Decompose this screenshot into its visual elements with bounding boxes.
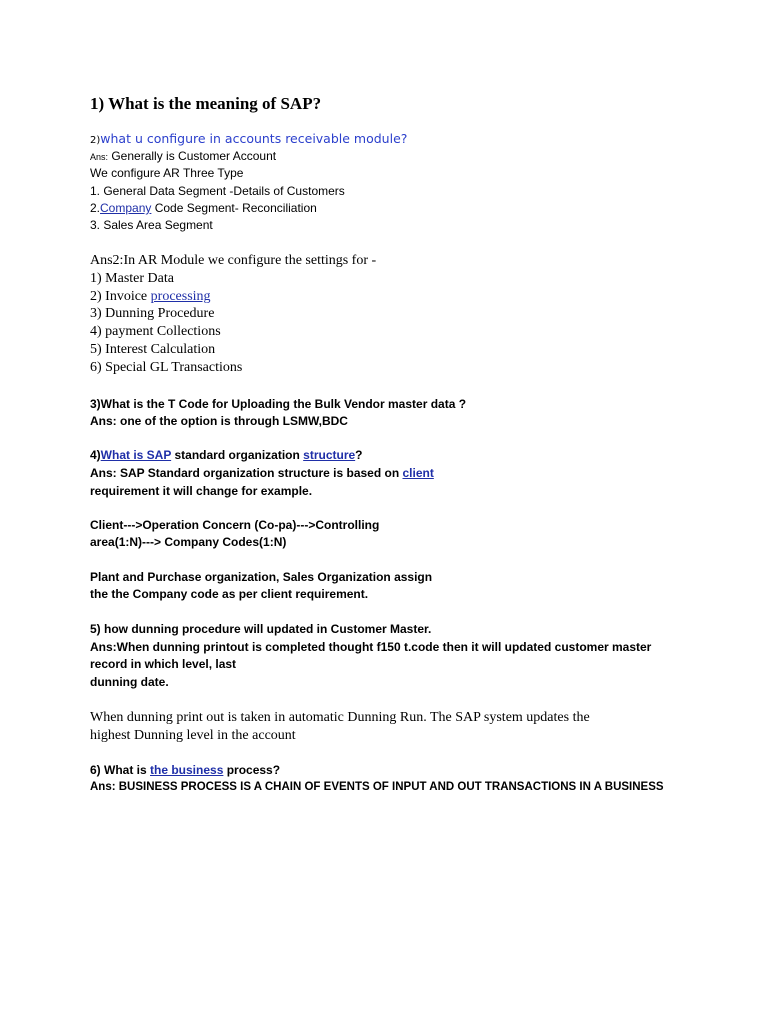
- ans2-item-6: 6) Special GL Transactions: [90, 360, 243, 375]
- ans-text: Generally is Customer Account: [108, 149, 277, 163]
- q6-question: [90, 763, 280, 777]
- ans2-item-2: [90, 289, 211, 305]
- q3-question: 3)What is the T Code for Uploading the Bulk Vendor master data ?: [90, 397, 467, 411]
- q4-example-line-2: area(1:N)---> Company Codes(1:N): [90, 535, 287, 549]
- processing-link[interactable]: processing: [150, 289, 211, 304]
- ans-line4-prefix: 2.: [90, 201, 101, 215]
- q4-example-line-1: Client--->Operation Concern (Co-pa)--->Controlling: [90, 518, 380, 532]
- q6-prefix: 6) What is: [90, 763, 151, 777]
- q4-plant-line-2: the the Company code as per client requirement.: [90, 587, 369, 601]
- what-is-sap-link[interactable]: What is SAP: [100, 448, 172, 462]
- q2-answer-line-1: [90, 149, 276, 163]
- q5-question: 5) how dunning procedure will updated in Customer Master.: [90, 622, 432, 636]
- q4-answer-line-1: [90, 466, 434, 480]
- ans2-intro: Ans2:In AR Module we configure the settings for -: [90, 253, 377, 268]
- q4-number: 4): [90, 448, 101, 462]
- q4-answer-line-2: requirement it will change for example.: [90, 484, 313, 498]
- q2-question-text: what u configure in accounts receivable module?: [100, 131, 408, 146]
- q3-answer: Ans: one of the option is through LSMW,BDC: [90, 414, 348, 428]
- ans2-item-4: 4) payment Collections: [90, 324, 221, 339]
- ans2-item-5: 5) Interest Calculation: [90, 342, 216, 357]
- q5-answer-line-1: Ans:When dunning printout is completed thought f150 t.code then it will updated customer master: [90, 640, 652, 654]
- structure-link[interactable]: structure: [303, 448, 356, 462]
- ans-line4-suffix: Code Segment- Reconciliation: [151, 201, 317, 215]
- q2-answer-line-4: [90, 201, 317, 215]
- ans2-item-1: 1) Master Data: [90, 271, 174, 286]
- q5-answer-line-2: record in which level, last: [90, 657, 237, 671]
- q4-plant-line-1: Plant and Purchase organization, Sales Organization assign: [90, 570, 433, 584]
- q5-paragraph-line-2: highest Dunning level in the account: [90, 728, 296, 743]
- q2-question: [90, 131, 407, 146]
- ans2-item-3: 3) Dunning Procedure: [90, 306, 215, 321]
- company-link[interactable]: Company: [100, 201, 152, 215]
- q5-paragraph-line-1: When dunning print out is taken in automatic Dunning Run. The SAP system updates the: [90, 710, 590, 725]
- q4-mid-text: standard organization: [171, 448, 304, 462]
- q2-answer-line-5: 3. Sales Area Segment: [90, 218, 213, 232]
- client-link[interactable]: client: [402, 466, 434, 480]
- q4-end: ?: [355, 448, 363, 462]
- q2-answer-line-2: We configure AR Three Type: [90, 166, 244, 180]
- ans-label: Ans:: [90, 152, 109, 162]
- q6-suffix: process?: [223, 763, 281, 777]
- q1-heading: 1) What is the meaning of SAP?: [90, 94, 322, 113]
- ans2-item-2-text: 2) Invoice: [90, 289, 151, 304]
- q6-answer: Ans: BUSINESS PROCESS IS A CHAIN OF EVENTS OF INPUT AND OUT TRANSACTIONS IN A BUSINESS: [90, 781, 664, 793]
- q4-answer-text: Ans: SAP Standard organization structure is based on: [90, 466, 403, 480]
- q4-question: [90, 448, 363, 462]
- q5-answer-line-3: dunning date.: [90, 675, 169, 689]
- q2-answer-line-3: 1. General Data Segment -Details of Customers: [90, 184, 345, 198]
- q2-number: 2): [90, 135, 101, 146]
- the-business-link[interactable]: the business: [150, 763, 224, 777]
